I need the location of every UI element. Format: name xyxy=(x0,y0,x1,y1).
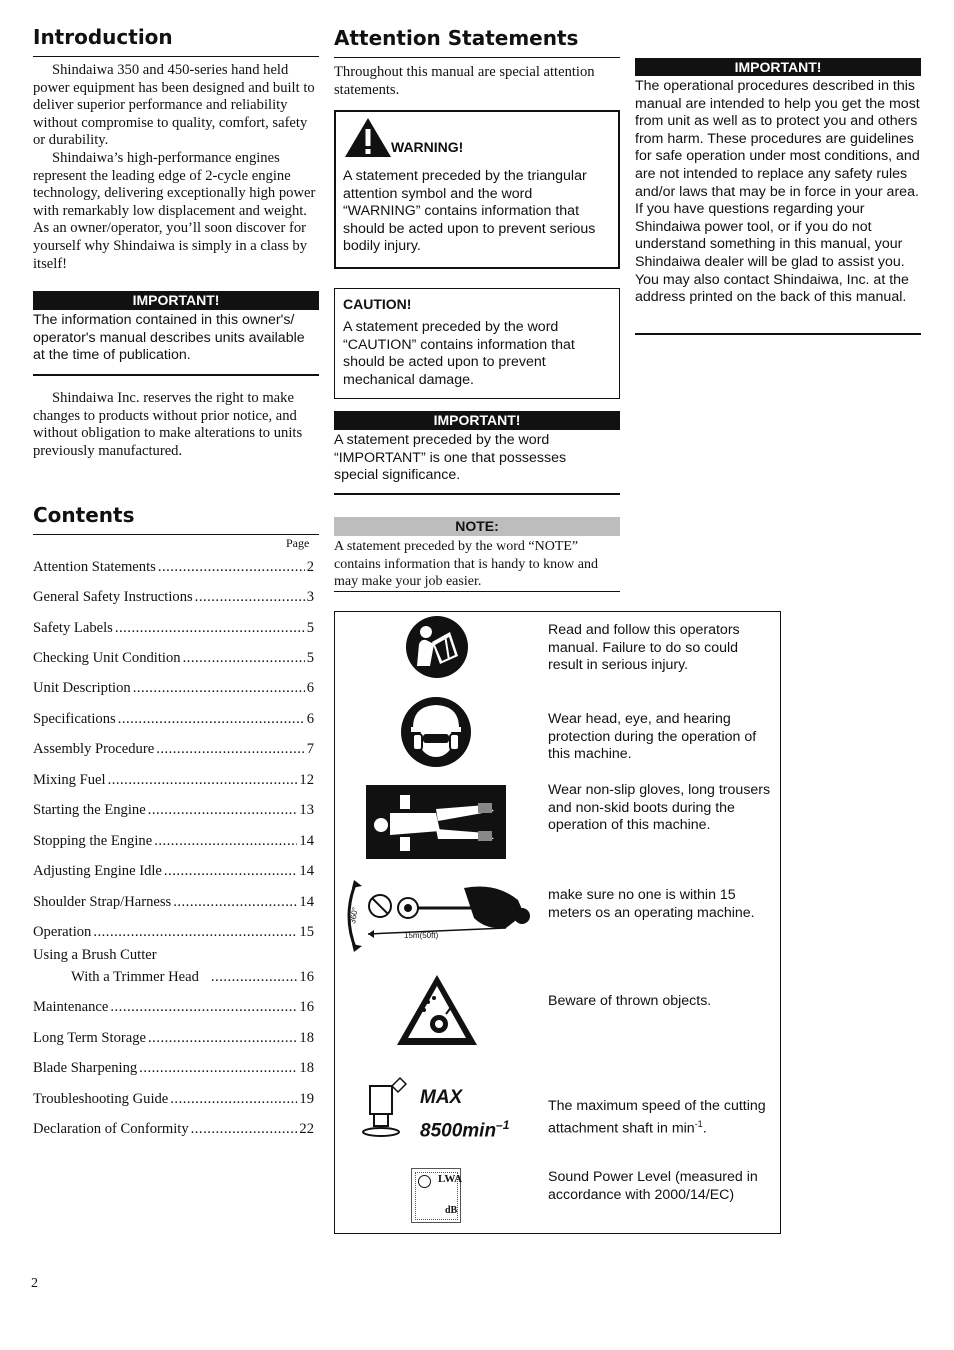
toc-item[interactable]: Assembly Procedure ..... 7 xyxy=(33,740,314,758)
safety-distance-icon xyxy=(346,878,536,954)
right-important-label: IMPORTANT! xyxy=(635,58,921,76)
page-number: 2 xyxy=(31,1276,38,1291)
toc-item[interactable]: Operation ..... 15 xyxy=(33,923,314,941)
toc-item[interactable]: Attention Statements ..... 2 xyxy=(33,558,314,576)
thrown-objects-text: Beware of thrown objects. xyxy=(548,993,712,1009)
sound-power-text: Sound Power Level (measured in accordance with 2000/14/EC) xyxy=(548,1169,758,1203)
max-rpm-value: $8500\min^{-1}$ xyxy=(420,1118,510,1142)
attention-rule xyxy=(334,57,620,58)
toc-item[interactable]: Declaration of Conformity ..... 22 xyxy=(33,1120,314,1138)
right-important-text: The operational procedures described in this manual are intended to help you get the most from unit as well as to protect you and others from harm. These procedures are guidelines for safe operation under most conditions, and are not intended to replace any safety rules and/or laws that may be in force in your area. If you have questions regarding your Shindaiwa power tool, or if you do not understand something in this manual, your Shindaiwa dealer will be glad to assist you. You may also contact Shindaiwa, Inc. at the address printed on the back of this manual. xyxy=(635,78,920,306)
intro-heading: Introduction xyxy=(33,25,173,49)
toc-item[interactable]: Shoulder Strap/Harness ..... 14 xyxy=(33,893,314,911)
toc-item[interactable]: Using a Brush Cutter xyxy=(33,947,157,963)
contents-rule xyxy=(33,534,319,535)
protective-clothing-text: Wear non-slip gloves, long trousers and non-skid boots during the operation of this machine. xyxy=(548,782,771,834)
contents-heading: Contents xyxy=(33,503,135,527)
caution-label: CAUTION! xyxy=(343,296,412,312)
toc-item[interactable]: Troubleshooting Guide ..... 19 xyxy=(33,1090,314,1108)
intro-important-rule xyxy=(33,374,319,376)
toc-item[interactable]: General Safety Instructions ..... 3 xyxy=(33,588,314,606)
toc-item[interactable]: Specifications ..... 6 xyxy=(33,710,314,728)
safety-distance-text: make sure no one is within 15 meters os an operating machine. xyxy=(548,887,755,921)
intro-paragraph-1: Shindaiwa 350 and 450-series hand held power equipment has been designed and built to deliver superior performance and reliability without compromise to quality, comfort, safety or durability. xyxy=(33,62,315,149)
toc-item[interactable]: With a Trimmer Head ..... 16 xyxy=(33,968,314,986)
intro-body xyxy=(33,62,316,273)
sound-power-icon xyxy=(411,1168,461,1223)
distance-label: 15m(50ft) xyxy=(404,931,439,940)
thrown-objects-icon xyxy=(394,972,480,1048)
reserve-text-block xyxy=(33,390,316,460)
toc-item[interactable]: Long Term Storage ..... 18 xyxy=(33,1029,314,1047)
intro-important-text: The information contained in this owner's/ operator's manual describes units available at the time of publication. xyxy=(33,312,305,364)
toc-item[interactable]: Stopping the Engine ..... 14 xyxy=(33,832,314,850)
right-important-rule xyxy=(635,333,921,335)
reserve-text: Shindaiwa Inc. reserves the right to make changes to products without prior notice, and without obligation to make alterations to units previously manufactured. xyxy=(33,390,303,459)
toc-item[interactable]: Safety Labels ..... 5 xyxy=(33,619,314,637)
attention-intro: Throughout this manual are special attention statements. xyxy=(334,64,595,98)
attention-important-rule xyxy=(334,493,620,495)
warning-label: WARNING! xyxy=(391,139,464,155)
contents-page-label: Page xyxy=(286,536,310,550)
intro-rule xyxy=(33,56,319,57)
warning-triangle-icon xyxy=(343,116,393,159)
toc-item[interactable]: Starting the Engine ..... 13 xyxy=(33,801,314,819)
head-protection-text: Wear head, eye, and hearing protection during the operation of this machine. xyxy=(548,711,757,763)
max-speed-text: The maximum speed of the cutting attachment shaft in $\min^{-1}$. xyxy=(548,1098,766,1137)
toc-item[interactable]: Checking Unit Condition ..... 5 xyxy=(33,649,314,667)
lwa-label: LWA xyxy=(438,1173,463,1185)
attention-important-label: IMPORTANT! xyxy=(334,411,620,430)
head-protection-icon xyxy=(399,696,473,768)
note-rule xyxy=(334,591,620,592)
db-label: dB xyxy=(445,1205,458,1216)
warning-box xyxy=(334,110,620,269)
warning-text: A statement preceded by the triangular attention symbol and the word “WARNING” contains information that should be acted upon to prevent serious bodily injury. xyxy=(343,168,596,255)
read-manual-text: Read and follow this operators manual. Failure to do so could result in serious injury. xyxy=(548,622,740,674)
intro-paragraph-2: Shindaiwa’s high-performance engines represent the leading edge of 2-cycle engine technology, delivering exceptionally high power with remarkably low displacement and weight. As an owner/operator, you’ll soon discover for yourself why Shindaiwa is simply in a class by itself! xyxy=(33,149,316,272)
toc-item[interactable]: Mixing Fuel ..... 12 xyxy=(33,771,314,789)
max-speed-icon xyxy=(356,1076,412,1142)
protective-clothing-icon xyxy=(366,785,506,859)
toc-item[interactable]: Maintenance ..... 16 xyxy=(33,998,314,1016)
toc-item[interactable]: Blade Sharpening ..... 18 xyxy=(33,1059,314,1077)
angle-label: 360° xyxy=(348,906,360,925)
note-text: A statement preceded by the word “NOTE” contains information that is handy to know and may make your job easier. xyxy=(334,539,599,590)
toc-item[interactable]: Unit Description ..... 6 xyxy=(33,679,314,697)
note-label: NOTE: xyxy=(334,517,620,536)
max-label: MAX xyxy=(420,1087,463,1108)
attention-heading: Attention Statements xyxy=(334,26,579,50)
caution-box xyxy=(334,288,620,399)
caution-text: A statement preceded by the word “CAUTION” contains information that should be acted upon to prevent mechanical damage. xyxy=(343,319,575,388)
attention-important-text: A statement preceded by the word “IMPORTANT” is one that possesses special significance. xyxy=(334,432,567,484)
toc-item[interactable]: Adjusting Engine Idle ..... 14 xyxy=(33,862,314,880)
intro-important-label: IMPORTANT! xyxy=(33,291,319,310)
read-manual-icon xyxy=(404,614,470,680)
